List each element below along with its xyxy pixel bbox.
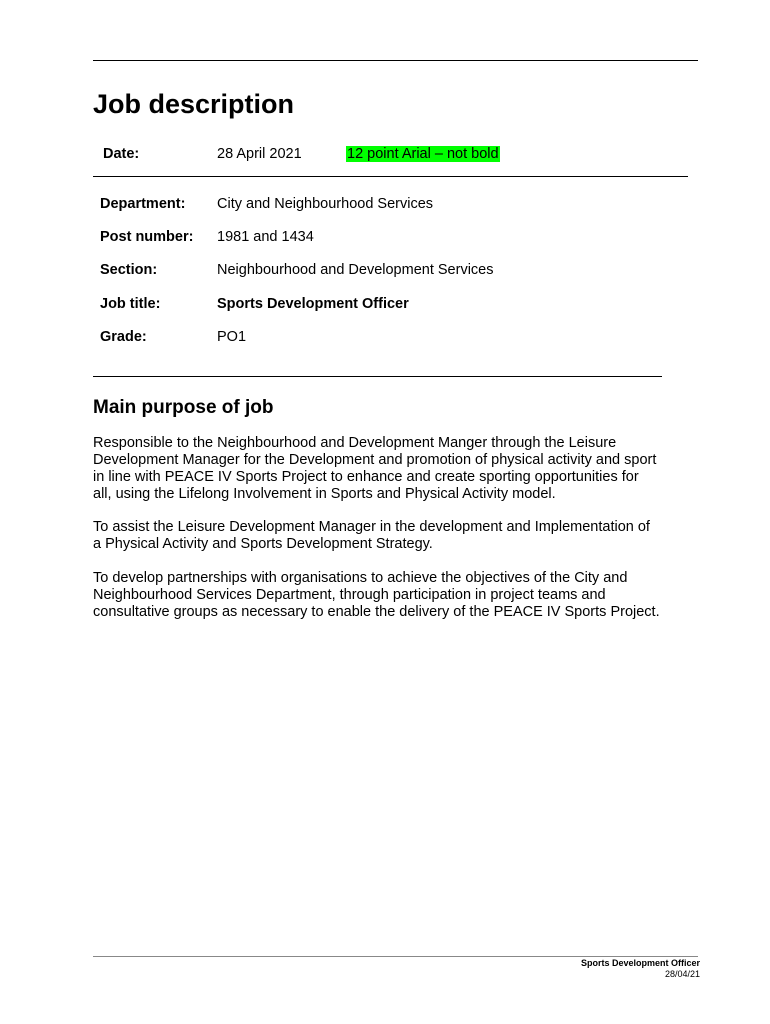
- paragraph-line: all, using the Lifelong Involvement in Sports and Physical Activity model.: [93, 486, 556, 502]
- section-label: Section:: [100, 262, 158, 278]
- grade-label: Grade:: [100, 329, 147, 345]
- job-title-value: Sports Development Officer: [217, 296, 409, 312]
- paragraph-line: Responsible to the Neighbourhood and Development Manger through the Leisure: [93, 435, 617, 451]
- grade-value: PO1: [217, 329, 247, 345]
- date-row: [103, 145, 139, 163]
- paragraph-line: Neighbourhood Services Department, through participation in project teams and: [93, 587, 606, 603]
- paragraph-line: in line with PEACE IV Sports Project to enhance and create sporting opportunities for: [93, 469, 639, 485]
- paragraph-line: Development Manager for the Development and promotion of physical activity and sport: [93, 452, 657, 468]
- paragraph-line: To develop partnerships with organisations to achieve the objectives of the City and: [93, 570, 628, 586]
- date-divider: [93, 176, 688, 177]
- fields-divider: [93, 376, 662, 377]
- paragraph-line: consultative groups as necessary to enable the delivery of the PEACE IV Sports Project.: [93, 604, 660, 620]
- footer-job-title: Sports Development Officer: [580, 958, 700, 968]
- paragraph-line: To assist the Leisure Development Manager in the development and Implementation of: [93, 519, 650, 535]
- date-value: 28 April 2021: [217, 146, 302, 162]
- footer-date: 28/04/21: [664, 969, 700, 979]
- formatting-note-highlight: 12 point Arial – not bold: [347, 146, 499, 162]
- formatting-note: [346, 145, 500, 163]
- post-number-label: Post number:: [100, 229, 194, 245]
- department-label: Department:: [100, 196, 186, 212]
- top-divider: [93, 60, 698, 61]
- footer-divider: [93, 956, 698, 957]
- date-label: Date:: [103, 146, 140, 162]
- paragraph-line: a Physical Activity and Sports Development Strategy.: [93, 536, 433, 552]
- purpose-paragraph-3: [93, 570, 705, 621]
- main-purpose-heading: Main purpose of job: [93, 397, 274, 418]
- purpose-paragraph-1: [93, 435, 705, 503]
- post-number-value: 1981 and 1434: [217, 229, 314, 245]
- department-value: City and Neighbourhood Services: [217, 196, 434, 212]
- section-value: Neighbourhood and Development Services: [217, 262, 494, 278]
- purpose-paragraph-2: [93, 519, 705, 553]
- job-title-label: Job title:: [100, 296, 161, 312]
- page-title: Job description: [93, 89, 295, 119]
